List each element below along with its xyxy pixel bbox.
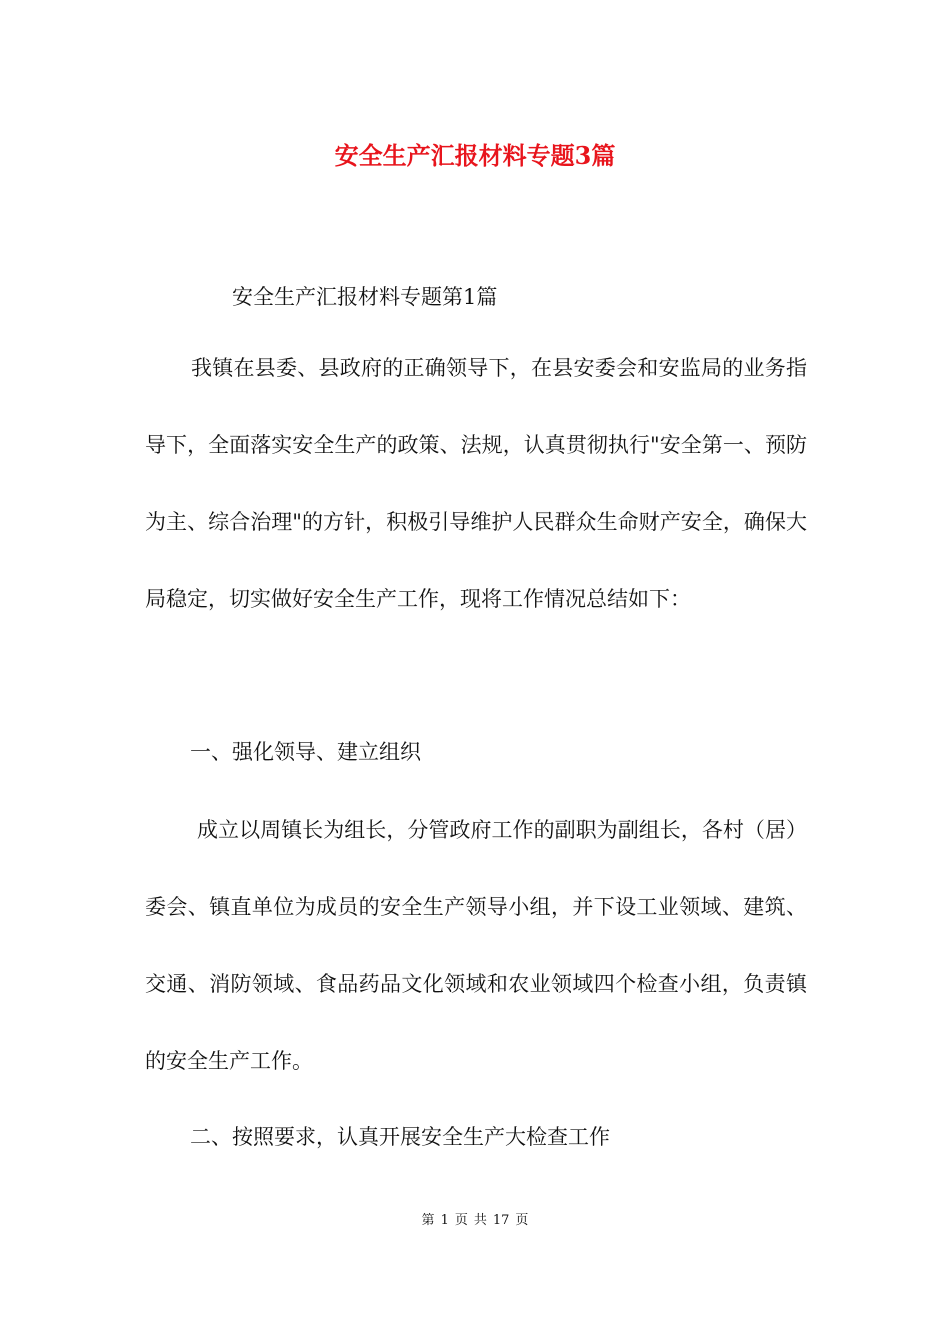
footer-total-unit: 页: [515, 1213, 529, 1228]
footer-page-number: 1: [440, 1213, 449, 1228]
heading-two: 二、按照要求，认真开展安全生产大检查工作: [190, 1125, 610, 1149]
paragraph-organization: 成立以周镇长为组长，分管政府工作的副职为副组长，各村（居）委会、镇直单位为成员的安全生产领导小组，并下设工业领域、建筑、交通、消防领域、食品药品文化领域和农业领域四个检查小组，负责镇的安全生产工作。: [145, 818, 807, 1073]
footer-total-pages: 17: [492, 1213, 510, 1228]
document-title: 安全生产汇报材料专题3篇: [334, 141, 616, 170]
footer-total-label: 共: [473, 1213, 487, 1228]
footer-page-unit: 页: [454, 1213, 468, 1228]
page-footer: [0, 1209, 950, 1228]
paragraph-intro: 我镇在县委、县政府的正确领导下，在县安委会和安监局的业务指导下，全面落实安全生产的政策、法规，认真贯彻执行"安全第一、预防为主、综合治理"的方针，积极引导维护人民群众生命财产安全，确保大局稳定，切实做好安全生产工作，现将工作情况总结如下：: [145, 356, 807, 611]
section-subtitle: 安全生产汇报材料专题第1篇: [232, 285, 498, 309]
footer-prefix: 第: [421, 1213, 435, 1228]
heading-one: 一、强化领导、建立组织: [190, 740, 421, 764]
